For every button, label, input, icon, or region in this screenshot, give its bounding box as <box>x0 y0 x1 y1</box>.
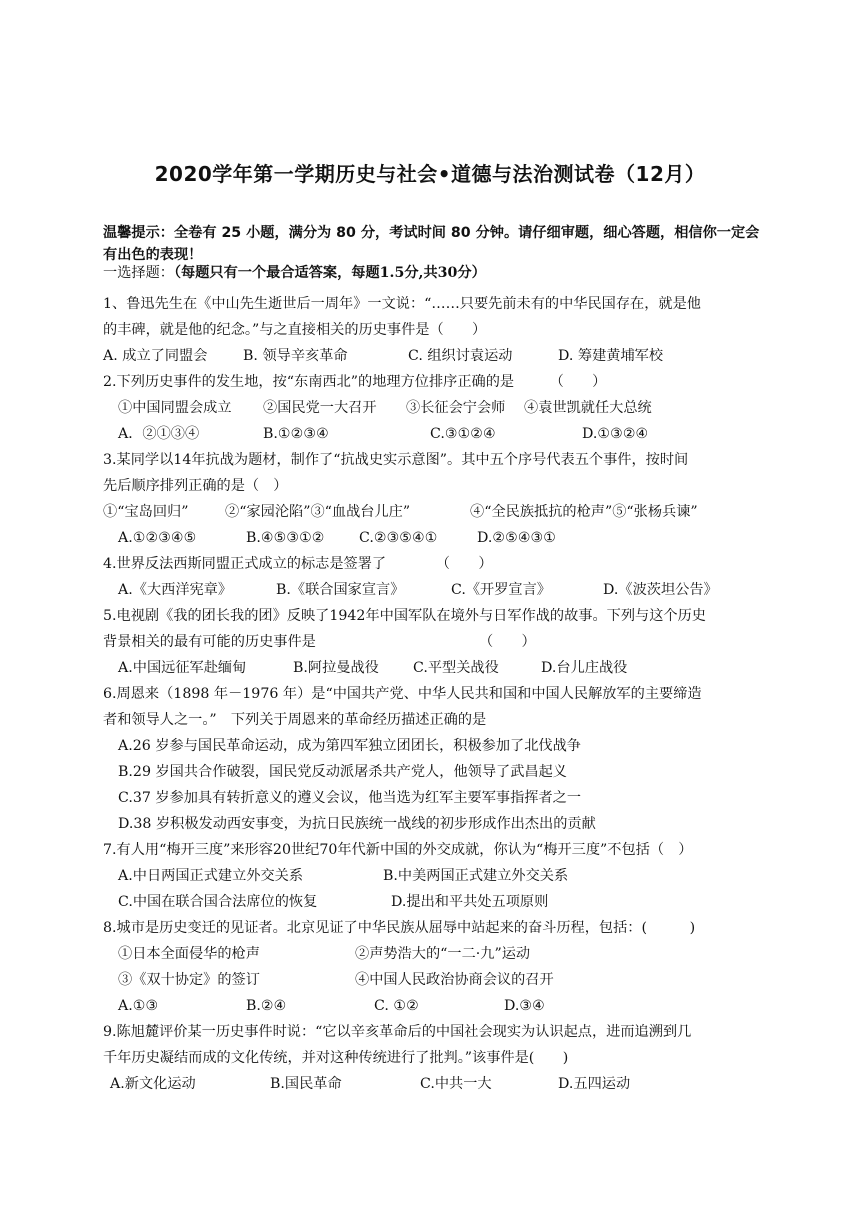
q8-options <box>118 996 545 1016</box>
q4-option-b: B.《联合国家宣言》 <box>276 582 405 598</box>
q3-option-d: D.②⑤④③① <box>477 530 556 546</box>
q3-item-2-3: ②“家园沦陷”③“血战台儿庄” <box>225 504 411 520</box>
q7-option-b: B.中美两国正式建立外交关系 <box>383 868 569 884</box>
q9-option-a: A.新文化运动 <box>110 1076 196 1092</box>
q9-option-d: D.五四运动 <box>558 1076 631 1092</box>
q8-option-d: D.③④ <box>504 998 545 1014</box>
q8-items-row2 <box>118 970 554 990</box>
q7-options-row2 <box>118 892 548 912</box>
q6-option-d: D.38 岁积极发动西安事变，为抗日民族统一战线的初步形成作出杰出的贡献 <box>118 816 596 832</box>
q5-line2: 背景相关的最有可能的历史事件是 （ ） <box>103 634 536 650</box>
q8-line1: 8.城市是历史变迁的见证者。北京见证了中华民族从屈辱中站起来的奋斗历程，包括：( ) <box>103 920 696 936</box>
q3-line2: 先后顺序排列正确的是（ ） <box>103 478 288 494</box>
q8-item-3: ③《双十协定》的签订 <box>118 972 260 988</box>
q1-option-b: B. 领导辛亥革命 <box>243 348 348 364</box>
q8-item-4: ④中国人民政治协商会议的召开 <box>355 972 554 988</box>
q5-option-c: C.平型关战役 <box>413 660 499 676</box>
section-hint: （每题只有一个最合适答案，每题1.5分,共30分） <box>173 265 486 281</box>
q4-options <box>118 580 718 600</box>
q8-item-2: ②声势浩大的“一二·九”运动 <box>355 946 531 962</box>
q3-options <box>118 528 556 548</box>
q3-option-a: A.①②③④⑤ <box>118 530 197 546</box>
q1-option-d: D. 筹建黄埔军校 <box>558 348 664 364</box>
q8-item-1: ①日本全面侵华的枪声 <box>118 946 260 962</box>
q2-option-a: A．②①③④ <box>118 426 200 442</box>
q2-option-b: B.①②③④ <box>263 426 329 442</box>
q2-line1: 2.下列历史事件的发生地，按“东南西北”的地理方位排序正确的是 （ ） <box>103 374 607 390</box>
q3-line1: 3.某同学以14年抗战为题材，制作了“抗战史实示意图”。其中五个序号代表五个事件，按时间 <box>103 452 689 468</box>
q5-option-b: B.阿拉曼战役 <box>293 660 379 676</box>
q2-option-c: C.③①②④ <box>430 426 496 442</box>
notice-text: 温馨提示：全卷有 25 小题，满分为 80 分，考试时间 80 分钟。请仔细审题，细心答题，相信你一定会有出色的表现！ <box>103 225 760 263</box>
q2-options <box>118 424 648 444</box>
q2-item-1: ①中国同盟会成立 <box>118 400 232 416</box>
q7-option-c: C.中国在联合国合法席位的恢复 <box>118 894 318 910</box>
q5-option-d: D.台儿庄战役 <box>541 660 628 676</box>
q4-option-c: C.《开罗宣言》 <box>451 582 551 598</box>
q7-option-d: D.提出和平共处五项原则 <box>391 894 549 910</box>
q6-option-a: A.26 岁参与国民革命运动，成为第四军独立团团长，积极参加了北伐战争 <box>118 738 581 754</box>
q6-option-c: C.37 岁参加具有转折意义的遵义会议，他当选为红军主要军事指挥者之一 <box>118 790 582 806</box>
q3-item-4-5: ④“全民族抵抗的枪声”⑤“张杨兵谏” <box>470 504 698 520</box>
q4-option-a: A.《大西洋宪章》 <box>118 582 233 598</box>
q2-option-d: D.①③②④ <box>582 426 649 442</box>
q4-line1: 4.世界反法西斯同盟正式成立的标志是签署了 （ ） <box>103 556 493 572</box>
q3-option-c: C.②③⑤④① <box>359 530 438 546</box>
q8-option-b: B.②④ <box>246 998 287 1014</box>
q7-options-row1 <box>118 866 568 886</box>
section-heading <box>103 263 486 283</box>
q6-option-b: B.29 岁国共合作破裂，国民党反动派屠杀共产党人，他领导了武昌起义 <box>118 764 567 780</box>
q1-line2: 的丰碑，就是他的纪念。”与之直接相关的历史事件是（ ） <box>103 322 487 338</box>
q9-option-c: C.中共一大 <box>420 1076 492 1092</box>
q9-line1: 9.陈旭麓评价某一历史事件时说：“它以辛亥革命后的中国社会现实为认识起点，进而追溯到几 <box>103 1024 692 1040</box>
q6-line2: 者和领导人之一。” 下列关于周恩来的革命经历描述正确的是 <box>103 712 487 728</box>
q1-option-c: C. 组织讨袁运动 <box>408 348 513 364</box>
q5-options <box>118 658 627 678</box>
q3-option-b: B.④⑤③①② <box>246 530 325 546</box>
q9-option-b: B.国民革命 <box>270 1076 342 1092</box>
q4-option-d: D.《波茨坦公告》 <box>603 582 718 598</box>
q5-option-a: A.中国远征军赴缅甸 <box>118 660 247 676</box>
q5-line1: 5.电视剧《我的团长我的团》反映了1942年中国军队在境外与日军作战的故事。下列与这个历史 <box>103 608 706 624</box>
q9-line2: 千年历史凝结而成的文化传统，并对这种传统进行了批判。”该事件是( ) <box>103 1050 569 1066</box>
q8-items-row1 <box>118 944 530 964</box>
q9-options <box>110 1074 630 1094</box>
q2-item-3: ③长征会宁会师 <box>406 400 506 416</box>
q8-option-a: A.①③ <box>118 998 159 1014</box>
page-title: 2020学年第一学期历史与社会•道德与法治测试卷（12月） <box>154 162 706 186</box>
q2-items <box>118 398 652 418</box>
q2-item-4: ④袁世凯就任大总统 <box>524 400 652 416</box>
q8-option-c: C. ①② <box>374 998 419 1014</box>
q7-option-a: A.中日两国正式建立外交关系 <box>118 868 304 884</box>
q3-item-1: ①“宝岛回归” <box>103 504 189 520</box>
q1-options <box>103 346 663 366</box>
q1-option-a: A. 成立了同盟会 <box>103 348 208 364</box>
section-label: 一选择题： <box>103 265 174 281</box>
q3-items <box>103 502 698 522</box>
q6-line1: 6.周恩来（1898 年－1976 年）是“中国共产党、中华人民共和国和中国人民解放军的主要缔造 <box>103 686 702 702</box>
q7-line1: 7.有人用“梅开三度”来形容20世纪70年代新中国的外交成就，你认为“梅开三度”不包括（ ） <box>103 842 693 858</box>
q1-line1: 1、鲁迅先生在《中山先生逝世后一周年》一文说：“……只要先前未有的中华民国存在，就是他 <box>103 296 701 312</box>
q2-item-2: ②国民党一大召开 <box>263 400 377 416</box>
